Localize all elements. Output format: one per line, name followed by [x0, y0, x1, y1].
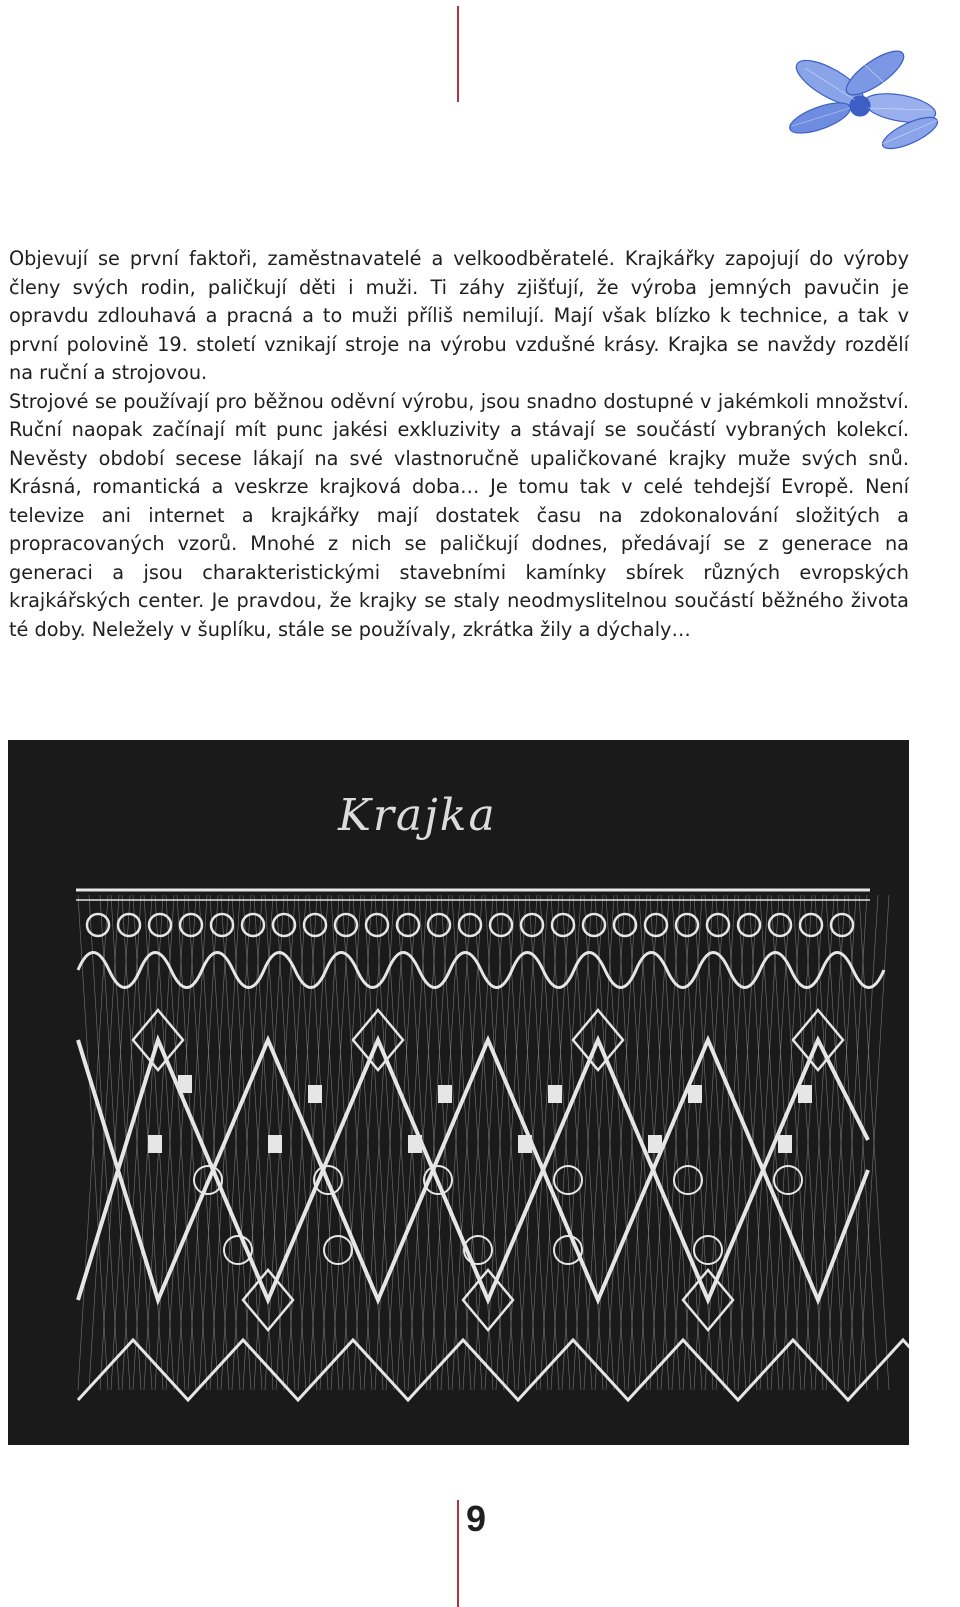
paragraph-1: Objevují se první faktoři, zaměstnavatelé a velkoodběratelé. Krajkářky zapojují do výroby členy svých rodin, paličkují děti i muži. Ti záhy zjišťují, že výroba jemných pavučin je opravdu zdlouhavá a pracná a to muži příliš nemilují. Mají však blízko k technice, a tak v první polovině 19. století vznikají stroje na výrobu vzdušné krásy. Krajka se navždy rozdělí na ruční a strojovou.: [9, 247, 909, 384]
page-number: 9: [466, 1498, 487, 1539]
lace-caption: Krajka: [338, 790, 497, 841]
blue-lace-flower-image: [760, 38, 960, 178]
lace-pattern-drawing: [8, 740, 909, 1445]
bottom-vertical-rule: [457, 1500, 459, 1607]
body-text: [9, 245, 909, 644]
lace-photograph: [8, 740, 909, 1445]
top-vertical-rule: [457, 6, 459, 102]
paragraph-2: Strojové se používají pro běžnou oděvní výrobu, jsou snadno dostupné v jakémkoli množství. Ruční naopak začínají mít punc jakési exkluzivity a stávají se součástí vybraných kolekcí. Nevěsty období secese lákají na své vlastnoručně upaličkované krajky muže svých snů. Krásná, romantická a veskrze krajková doba… Je tomu tak v celé tehdejší Evropě. Není televize ani internet a krajkářky mají dostatek času na zdokonalování složitých a propracovaných vzorů. Mnohé z nich se paličkují dodnes, předávají se z generace na generaci a jsou charakteristickými stavebními kamínky sbírek různých evropských krajkářských center. Je pravdou, že krajky se staly neodmyslitelnou součástí běžného života té doby. Neležely v šuplíku, stále se používaly, zkrátka žily a dýchaly…: [9, 389, 909, 641]
